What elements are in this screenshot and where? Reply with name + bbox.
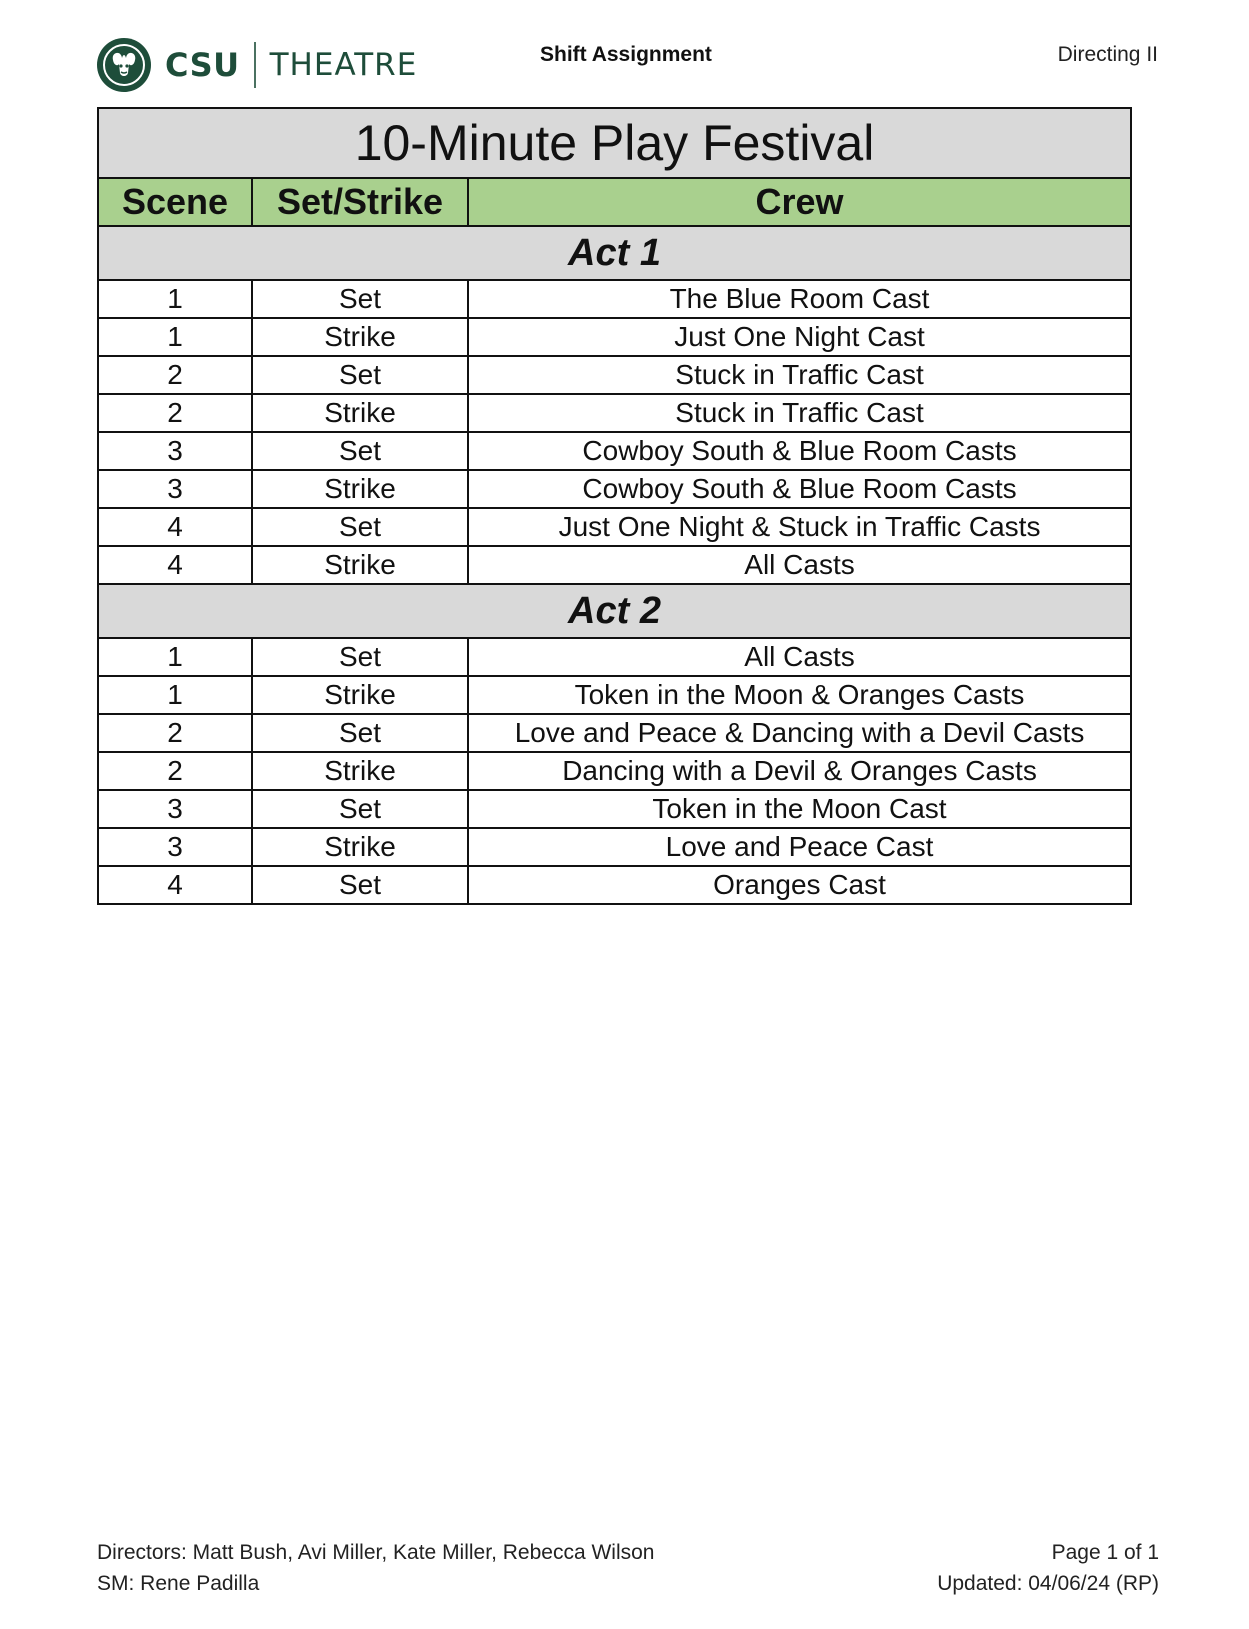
logo-theatre-text: THEATRE [269, 47, 418, 83]
set-strike-cell: Set [252, 866, 468, 904]
footer-page-info [937, 1537, 1159, 1599]
scene-cell: 1 [98, 676, 252, 714]
crew-cell: Token in the Moon Cast [468, 790, 1131, 828]
crew-cell: Love and Peace Cast [468, 828, 1131, 866]
table-row [98, 676, 1131, 714]
footer-page-number: Page 1 of 1 [1051, 1541, 1159, 1564]
set-strike-cell: Strike [252, 318, 468, 356]
scene-cell: 1 [98, 638, 252, 676]
scene-cell: 4 [98, 866, 252, 904]
course-name: Directing II [1057, 43, 1158, 66]
set-strike-cell: Strike [252, 752, 468, 790]
set-strike-cell: Set [252, 638, 468, 676]
set-strike-cell: Set [252, 508, 468, 546]
table-row [98, 752, 1131, 790]
table-title-row [98, 108, 1131, 178]
column-header-set-strike: Set/Strike [252, 178, 468, 226]
table-row [98, 714, 1131, 752]
table-row [98, 866, 1131, 904]
table-row [98, 394, 1131, 432]
table-row [98, 318, 1131, 356]
scene-cell: 3 [98, 828, 252, 866]
crew-cell: Oranges Cast [468, 866, 1131, 904]
scene-cell: 1 [98, 280, 252, 318]
column-header-crew: Crew [468, 178, 1131, 226]
table-row [98, 470, 1131, 508]
crew-cell: Cowboy South & Blue Room Casts [468, 432, 1131, 470]
scene-cell: 2 [98, 394, 252, 432]
crew-cell: Stuck in Traffic Cast [468, 394, 1131, 432]
act-label: Act 1 [98, 226, 1131, 280]
crew-cell: All Casts [468, 638, 1131, 676]
set-strike-cell: Strike [252, 470, 468, 508]
set-strike-cell: Set [252, 356, 468, 394]
ram-logo-icon [97, 38, 151, 92]
table-row [98, 356, 1131, 394]
footer-stage-manager: SM: Rene Padilla [97, 1572, 260, 1595]
crew-cell: Just One Night Cast [468, 318, 1131, 356]
crew-cell: Cowboy South & Blue Room Casts [468, 470, 1131, 508]
scene-cell: 3 [98, 470, 252, 508]
table-row [98, 790, 1131, 828]
scene-cell: 4 [98, 546, 252, 584]
table-row [98, 432, 1131, 470]
scene-cell: 3 [98, 432, 252, 470]
act-label: Act 2 [98, 584, 1131, 638]
crew-cell: Just One Night & Stuck in Traffic Casts [468, 508, 1131, 546]
act-header-row [98, 226, 1131, 280]
table-row [98, 828, 1131, 866]
set-strike-cell: Strike [252, 546, 468, 584]
scene-cell: 4 [98, 508, 252, 546]
crew-cell: Stuck in Traffic Cast [468, 356, 1131, 394]
crew-cell: Love and Peace & Dancing with a Devil Casts [468, 714, 1131, 752]
scene-cell: 3 [98, 790, 252, 828]
set-strike-cell: Strike [252, 676, 468, 714]
table-row [98, 508, 1131, 546]
crew-cell: The Blue Room Cast [468, 280, 1131, 318]
festival-title: 10-Minute Play Festival [98, 108, 1131, 178]
set-strike-cell: Set [252, 790, 468, 828]
csu-theatre-logo [97, 39, 417, 91]
shift-assignment-table [97, 107, 1132, 905]
footer-credits [97, 1537, 654, 1599]
set-strike-cell: Strike [252, 828, 468, 866]
set-strike-cell: Strike [252, 394, 468, 432]
footer-updated-date: Updated: 04/06/24 (RP) [937, 1572, 1159, 1595]
set-strike-cell: Set [252, 432, 468, 470]
logo-csu-text: CSU [165, 46, 240, 84]
logo-divider [254, 42, 256, 88]
set-strike-cell: Set [252, 714, 468, 752]
footer-directors: Directors: Matt Bush, Avi Miller, Kate Miller, Rebecca Wilson [97, 1541, 655, 1564]
crew-cell: All Casts [468, 546, 1131, 584]
crew-cell: Dancing with a Devil & Oranges Casts [468, 752, 1131, 790]
table-row [98, 638, 1131, 676]
page-header [0, 0, 1249, 110]
scene-cell: 1 [98, 318, 252, 356]
scene-cell: 2 [98, 752, 252, 790]
table-row [98, 546, 1131, 584]
column-header-scene: Scene [98, 178, 252, 226]
scene-cell: 2 [98, 356, 252, 394]
document-title: Shift Assignment [540, 43, 712, 66]
set-strike-cell: Set [252, 280, 468, 318]
column-header-row [98, 178, 1131, 226]
table-row [98, 280, 1131, 318]
crew-cell: Token in the Moon & Oranges Casts [468, 676, 1131, 714]
act-header-row [98, 584, 1131, 638]
scene-cell: 2 [98, 714, 252, 752]
